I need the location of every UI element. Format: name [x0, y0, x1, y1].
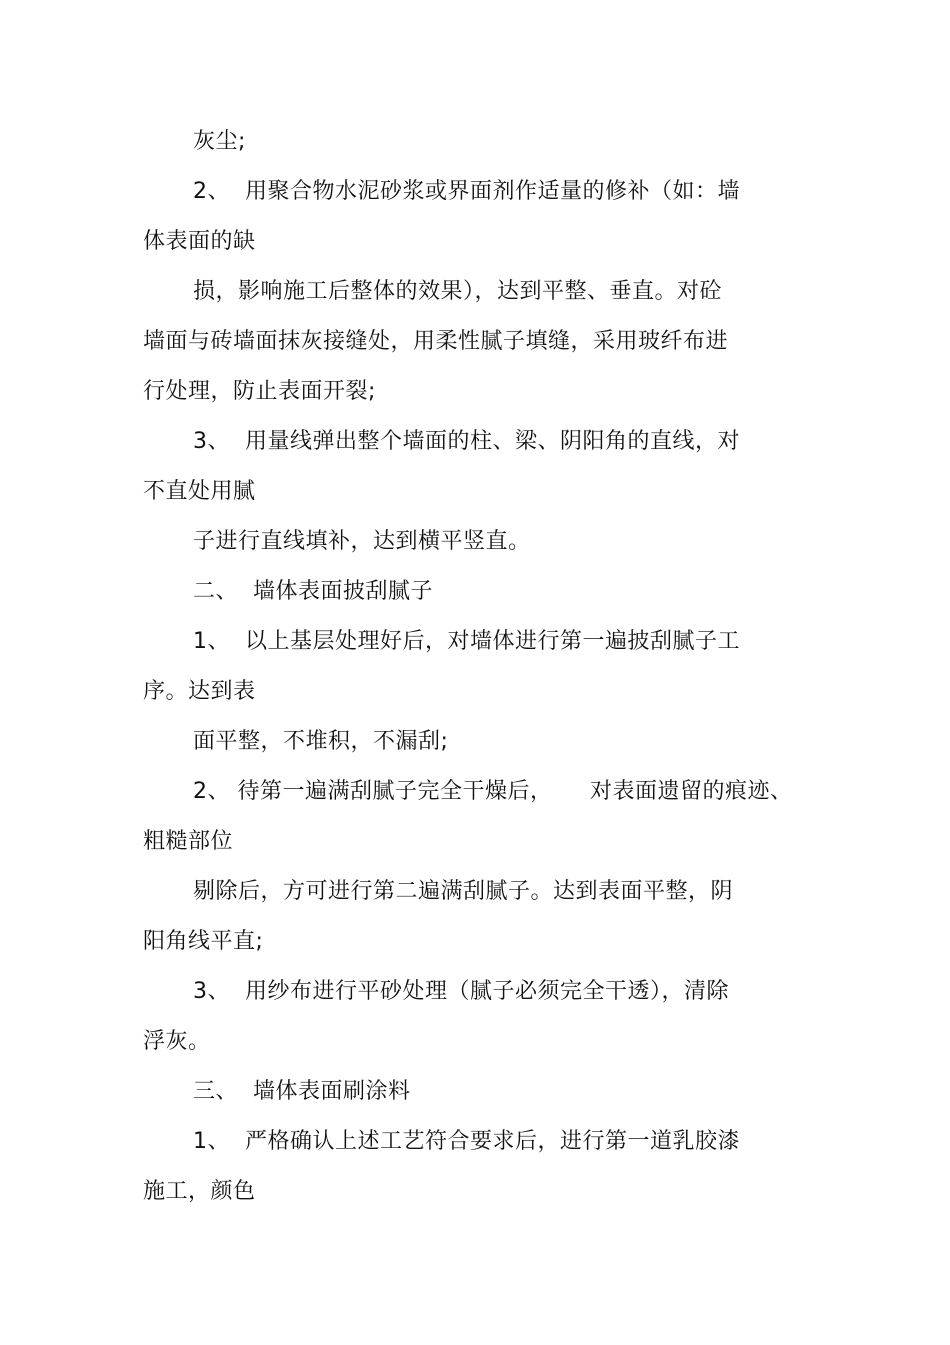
text-line: 1、 严格确认上述工艺符合要求后，进行第一道乳胶漆	[193, 1129, 740, 1154]
text-line: 不直处用腻	[143, 479, 256, 504]
text-line: 灰尘;	[193, 129, 246, 154]
text-line: 3、 用量线弹出整个墙面的柱、梁、阴阳角的直线，对	[193, 429, 740, 454]
section-heading: 三、 墙体表面刷涂料	[193, 1079, 411, 1104]
text-line: 3、 用纱布进行平砂处理（腻子必须完全干透），清除	[193, 979, 729, 1004]
text-line: 体表面的缺	[143, 229, 256, 254]
text-line: 2、 待第一遍满刮腻子完全干燥后， 对表面遗留的痕迹、	[193, 779, 793, 804]
text-line: 粗糙部位	[143, 829, 234, 854]
section-heading: 二、 墙体表面披刮腻子	[193, 579, 433, 604]
text-line: 阳角线平直;	[143, 929, 264, 954]
text-line: 墙面与砖墙面抹灰接缝处，用柔性腻子填缝，采用玻纤布进	[143, 329, 729, 354]
text-line: 序。达到表	[143, 679, 256, 704]
text-line: 面平整，不堆积，不漏刮;	[193, 729, 449, 754]
text-line: 浮灰。	[143, 1029, 211, 1054]
text-line: 损，影响施工后整体的效果），达到平整、垂直。对砼	[193, 279, 723, 304]
text-line: 2、 用聚合物水泥砂浆或界面剂作适量的修补（如：墙	[193, 179, 740, 204]
text-line: 行处理，防止表面开裂;	[143, 379, 376, 404]
text-line: 施工，颜色	[143, 1179, 256, 1204]
text-line: 子进行直线填补，达到横平竖直。	[193, 529, 531, 554]
text-line: 剔除后，方可进行第二遍满刮腻子。达到表面平整，阴	[193, 879, 734, 904]
text-line: 1、 以上基层处理好后，对墙体进行第一遍披刮腻子工	[193, 629, 740, 654]
